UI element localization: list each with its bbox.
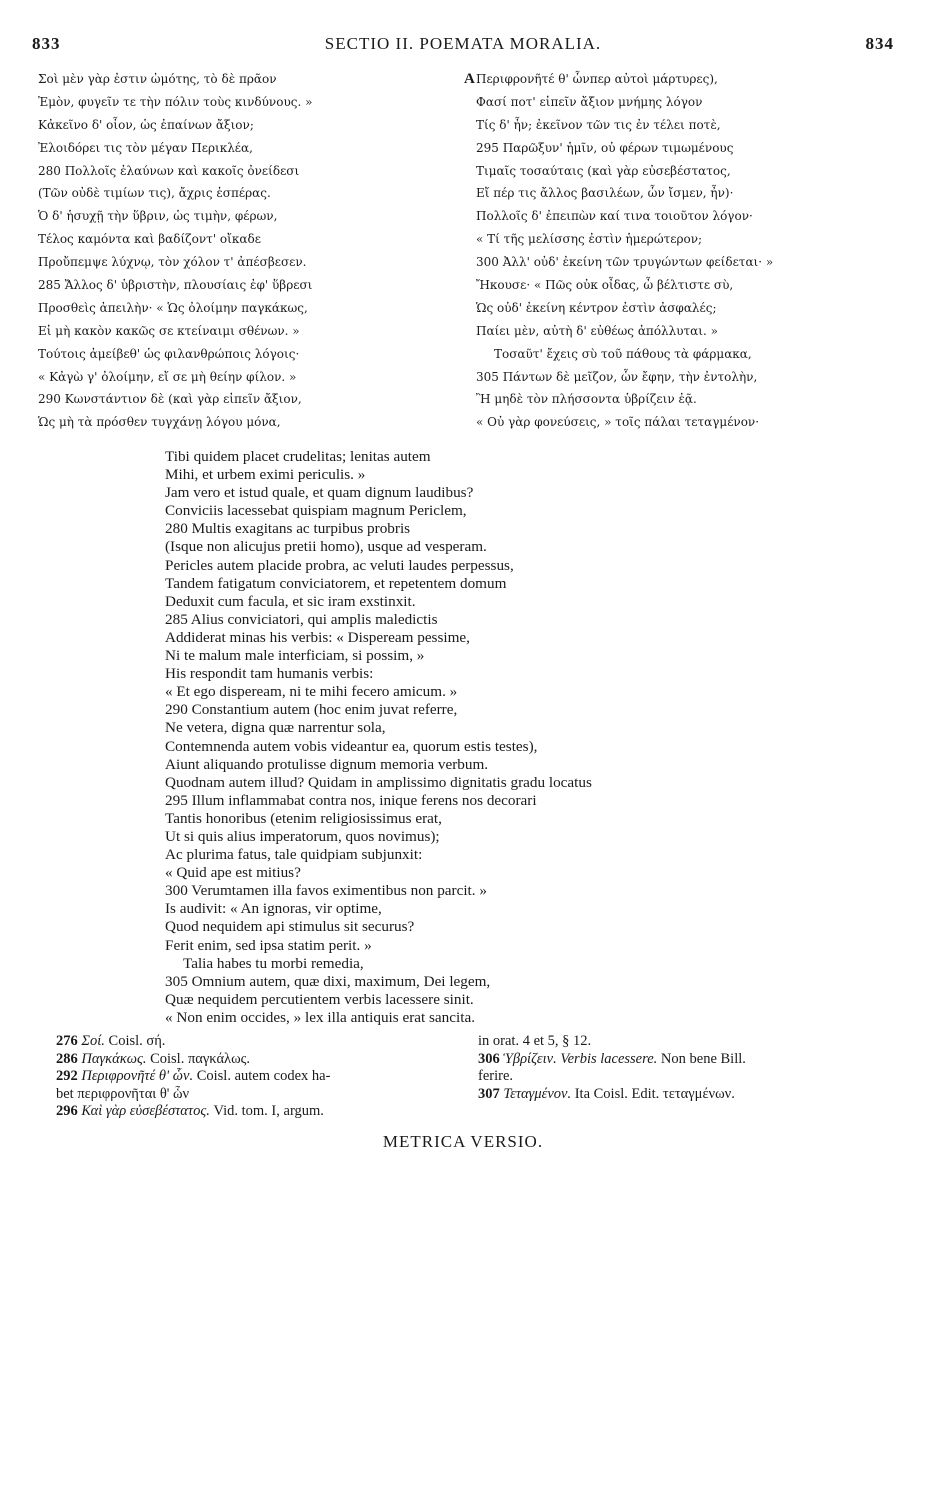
- latin-verse-line: « Et ego dispeream, ni te mihi fecero amicum. »: [165, 683, 458, 701]
- greek-verse-line: Εἰ μὴ κακὸν κακῶς σε κτείναιμι σθένων. »: [38, 323, 300, 338]
- latin-verse-line: 300 Verumtamen illa favos eximentibus non parcit. »: [165, 882, 487, 900]
- greek-verse-text: Εἴ πέρ τις ἄλλος βασιλέων, ὧν ἴσμεν, ἦν)·: [476, 186, 734, 201]
- note-text: Non bene Bill.: [660, 1050, 746, 1067]
- latin-verse-line: Tantis honoribus (etenim religiosissimus erat,: [165, 809, 442, 827]
- latin-verse-line: His respondit tam humanis verbis:: [165, 665, 374, 683]
- greek-verse-line: [464, 297, 894, 320]
- note-text: in orat. 4 et 5, § 12.: [478, 1033, 592, 1049]
- critical-note: [56, 1033, 456, 1051]
- greek-verse-line: 290 Κωνστάντιον δὲ (καὶ γὰρ εἰπεῖν ἄξιον,: [38, 392, 302, 407]
- greek-verse-line: (Τῶν οὐδὲ τιμίων τις), ἄχρις ἑσπέρας.: [38, 186, 271, 201]
- greek-verse-line: [464, 114, 894, 137]
- greek-verse-line: [464, 68, 894, 91]
- greek-verse-text: 305 Πάντων δὲ μεῖζον, ὧν ἔφην, τὴν ἐντολὴν,: [476, 369, 758, 384]
- greek-verse-line: [464, 91, 894, 114]
- greek-verse-line: [464, 160, 894, 183]
- latin-verse-line: Talia habes tu morbi remedia,: [183, 954, 364, 972]
- greek-verse-text: « Οὐ γὰρ φονεύσεις, » τοῖς πάλαι τεταγμένον·: [476, 415, 760, 430]
- latin-verse-line: Ac plurima fatus, tale quidpiam subjunxit:: [165, 846, 423, 864]
- note-lemma: Σοί.: [81, 1033, 105, 1049]
- latin-verse-line: « Non enim occides, » lex illa antiquis erat sancita.: [165, 1008, 475, 1026]
- notes-right-column: [478, 1033, 898, 1103]
- latin-verse-line: Addiderat minas his verbis: « Dispeream pessime,: [165, 628, 470, 646]
- latin-verse-line: Ut si quis alius imperatorum, quos novimus);: [165, 827, 440, 845]
- note-number: 296: [56, 1103, 78, 1119]
- greek-verse-line: Τούτοις ἀμείβεθ' ὡς φιλανθρώποις λόγοις·: [38, 346, 300, 361]
- greek-verse-text: Ἤκουσε· « Πῶς οὐκ οἶδας, ὦ βέλτιστε σὺ,: [476, 278, 734, 293]
- metrica-versio-title: METRICA VERSIO.: [382, 1132, 544, 1151]
- greek-verse-line: Κἀκεῖνο δ' οἷον, ὡς ἐπαίνων ἄξιον;: [38, 117, 254, 132]
- note-text: bet περιφρονῆται θ' ὧν: [56, 1085, 190, 1102]
- greek-verse-line: Ἐμὸν, φυγεῖν τε τὴν πόλιν τοὺς κινδύνους. »: [38, 94, 313, 109]
- critical-note: [478, 1068, 898, 1086]
- note-text: Coisl. παγκάλως.: [150, 1050, 250, 1067]
- latin-verse-line: 290 Constantium autem (hoc enim juvat referre,: [165, 701, 458, 719]
- latin-verse-line: Jam vero et istud quale, et quam dignum laudibus?: [165, 484, 474, 502]
- critical-note: [478, 1086, 898, 1104]
- note-lemma: Καὶ γὰρ εὐσεβέστατος.: [81, 1103, 210, 1119]
- greek-verse-line: [464, 320, 894, 343]
- greek-verse-line: Σοὶ μὲν γὰρ ἐστιν ὠμότης, τὸ δὲ πρᾶον: [38, 72, 277, 86]
- greek-verse-text: Παίει μὲν, αὐτὴ δ' εὐθέως ἀπόλλυται. »: [476, 323, 718, 338]
- latin-literal-translation: [165, 448, 905, 1027]
- latin-verse-line: Mihi, et urbem eximi periculis. »: [165, 466, 366, 484]
- latin-verse-line: Is audivit: « An ignoras, vir optime,: [165, 900, 382, 918]
- greek-verse-line: Προσθεὶς ἀπειλὴν· « Ὡς ὀλοίμην παγκάκως,: [38, 300, 308, 315]
- greek-verse-text: Τιμαῖς τοσαύταις (καὶ γὰρ εὐσεβέστατος,: [476, 163, 731, 178]
- latin-verse-line: Aiunt aliquando protulisse dignum memoria verbum.: [165, 755, 489, 773]
- greek-verse-line: [464, 205, 894, 228]
- latin-verse-line: Tibi quidem placet crudelitas; lenitas autem: [165, 448, 431, 465]
- note-lemma: Τεταγμένον.: [503, 1085, 572, 1102]
- greek-verse-line: [464, 251, 894, 274]
- greek-verse-line: Ὁ δ' ἡσυχῇ τὴν ὕβριν, ὡς τιμὴν, φέρων,: [38, 209, 278, 224]
- latin-verse-line: 280 Multis exagitans ac turpibus probris: [165, 520, 411, 538]
- latin-verse-line: « Quid ape est mitius?: [165, 864, 301, 882]
- latin-verse-line: Quodnam autem illud? Quidam in amplissimo dignitatis gradu locatus: [165, 773, 592, 791]
- latin-verse-line: Tandem fatigatum conviciatorem, et repetentem domum: [165, 574, 507, 592]
- note-lemma: Ὑβρίζειν. Verbis lacessere.: [503, 1050, 658, 1067]
- critical-note: [56, 1103, 456, 1121]
- latin-verse-line: Ni te malum male interficiam, si possim, »: [165, 647, 425, 665]
- greek-verse-line: 285 Ἄλλος δ' ὑβριστὴν, πλουσίαις ἐφ' ὕβρεσι: [38, 278, 313, 293]
- latin-verse-line: 285 Alius conviciatori, qui amplis maledictis: [165, 610, 438, 628]
- greek-verse-text: Ἢ μηδὲ τὸν πλήσσοντα ὑβρίζειν ἐᾷ.: [476, 392, 697, 407]
- note-lemma: Περιφρονῆτέ θ' ὧν.: [81, 1068, 194, 1084]
- note-number: 306: [478, 1050, 500, 1067]
- latin-verse-line: Pericles autem placide probra, ac veluti laudes perpessus,: [165, 556, 514, 574]
- greek-verse-text: Τοσαῦτ' ἔχεις σὺ τοῦ πάθους τὰ φάρμακα,: [494, 346, 752, 361]
- greek-verse-line: [464, 411, 894, 434]
- running-header: [32, 34, 894, 56]
- note-number: 286: [56, 1050, 78, 1067]
- latin-verse-line: (Isque non alicujus pretii homo), usque ad vesperam.: [165, 538, 487, 556]
- critical-note: [56, 1086, 456, 1104]
- latin-verse-line: Quod nequidem api stimulus sit securus?: [165, 918, 415, 936]
- greek-verse-text: 295 Παρῶξυν' ἡμῖν, οὐ φέρων τιμωμένους: [476, 140, 734, 155]
- greek-verse-line: [464, 274, 894, 297]
- section-title: SECTIO II. POEMATA MORALIA.: [324, 34, 602, 53]
- latin-verse-line: Quæ nequidem percutientem verbis lacessere sinit.: [165, 990, 474, 1008]
- note-text: ferire.: [478, 1068, 514, 1084]
- greek-verse-text: Πολλοῖς δ' ἐπειπὼν καί τινα τοιοῦτον λόγον·: [476, 209, 753, 224]
- greek-verse-line: [464, 388, 894, 411]
- greek-verse-text: Ὡς οὐδ' ἐκείνη κέντρον ἐστὶν ἀσφαλές;: [476, 300, 717, 315]
- latin-verse-line: Conviciis lacessebat quispiam magnum Periclem,: [165, 502, 467, 520]
- greek-verse-line: [464, 228, 894, 251]
- notes-left-column: [56, 1033, 456, 1121]
- greek-verse-line: Προὔπεμψε λύχνῳ, τὸν χόλον τ' ἀπέσβεσεν.: [38, 255, 307, 270]
- greek-verse-text: « Τί τῆς μελίσσης ἐστὶν ἡμερώτερον;: [476, 232, 703, 247]
- greek-verse-text: Φασί ποτ' εἰπεῖν ἄξιον μνήμης λόγον: [476, 94, 703, 109]
- note-lemma: Παγκάκως.: [81, 1050, 147, 1067]
- note-text: Coisl. autem codex ha-: [196, 1068, 331, 1084]
- note-number: 276: [56, 1033, 78, 1049]
- latin-verse-line: Ferit enim, sed ipsa statim perit. »: [165, 936, 372, 954]
- greek-verse-text: Περιφρονῆτέ θ' ὧνπερ αὐτοὶ μάρτυρες),: [476, 72, 718, 86]
- latin-verse-line: Ne vetera, digna quæ narrentur sola,: [165, 719, 386, 737]
- greek-verse-line: Ὡς μὴ τὰ πρόσθεν τυγχάνῃ λόγου μόνα,: [38, 415, 281, 430]
- greek-text-left-column: [38, 68, 458, 434]
- note-number: 292: [56, 1068, 78, 1084]
- latin-verse-line: Deduxit cum facula, et sic iram exstinxit.: [165, 592, 416, 610]
- greek-verse-line: [464, 137, 894, 160]
- greek-verse-line: « Κἀγὼ γ' ὀλοίμην, εἴ σε μὴ θείην φίλον. »: [38, 369, 297, 384]
- page-number-right: 834: [865, 34, 894, 53]
- greek-verse-text: Τίς δ' ἦν; ἐκεῖνον τῶν τις ἐν τέλει ποτὲ,: [476, 117, 721, 132]
- greek-verse-text: 300 Ἀλλ' οὐδ' ἐκείνη τῶν τρυγώντων φείδεται· »: [476, 255, 774, 270]
- note-text: Coisl. σή.: [108, 1033, 166, 1049]
- latin-verse-line: 295 Illum inflammabat contra nos, inique ferens nos decorari: [165, 791, 537, 809]
- greek-verse-line: [464, 343, 894, 366]
- critical-note: [56, 1051, 456, 1069]
- critical-note: [478, 1033, 898, 1051]
- note-number: 307: [478, 1085, 500, 1102]
- critical-note: [56, 1068, 456, 1086]
- greek-verse-line: [464, 182, 894, 205]
- greek-verse-line: 280 Πολλοῖς ἐλαύνων καὶ κακοῖς ὀνείδεσι: [38, 163, 300, 178]
- greek-verse-line: [464, 366, 894, 389]
- margin-letter: A: [464, 71, 475, 87]
- note-text: Ita Coisl. Edit. τεταγμένων.: [574, 1085, 735, 1102]
- note-text: Vid. tom. I, argum.: [213, 1103, 324, 1119]
- greek-text-right-column: [464, 68, 894, 434]
- greek-verse-line: Ἐλοιδόρει τις τὸν μέγαν Περικλέα,: [38, 140, 253, 155]
- critical-note: [478, 1051, 898, 1069]
- greek-verse-line: Τέλος καμόντα καὶ βαδίζοντ' οἴκαδε: [38, 232, 261, 247]
- latin-verse-line: 305 Omnium autem, quæ dixi, maximum, Dei legem,: [165, 972, 491, 990]
- latin-verse-line: Contemnenda autem vobis videantur ea, quorum estis testes),: [165, 737, 538, 755]
- page-number-left: 833: [32, 34, 61, 53]
